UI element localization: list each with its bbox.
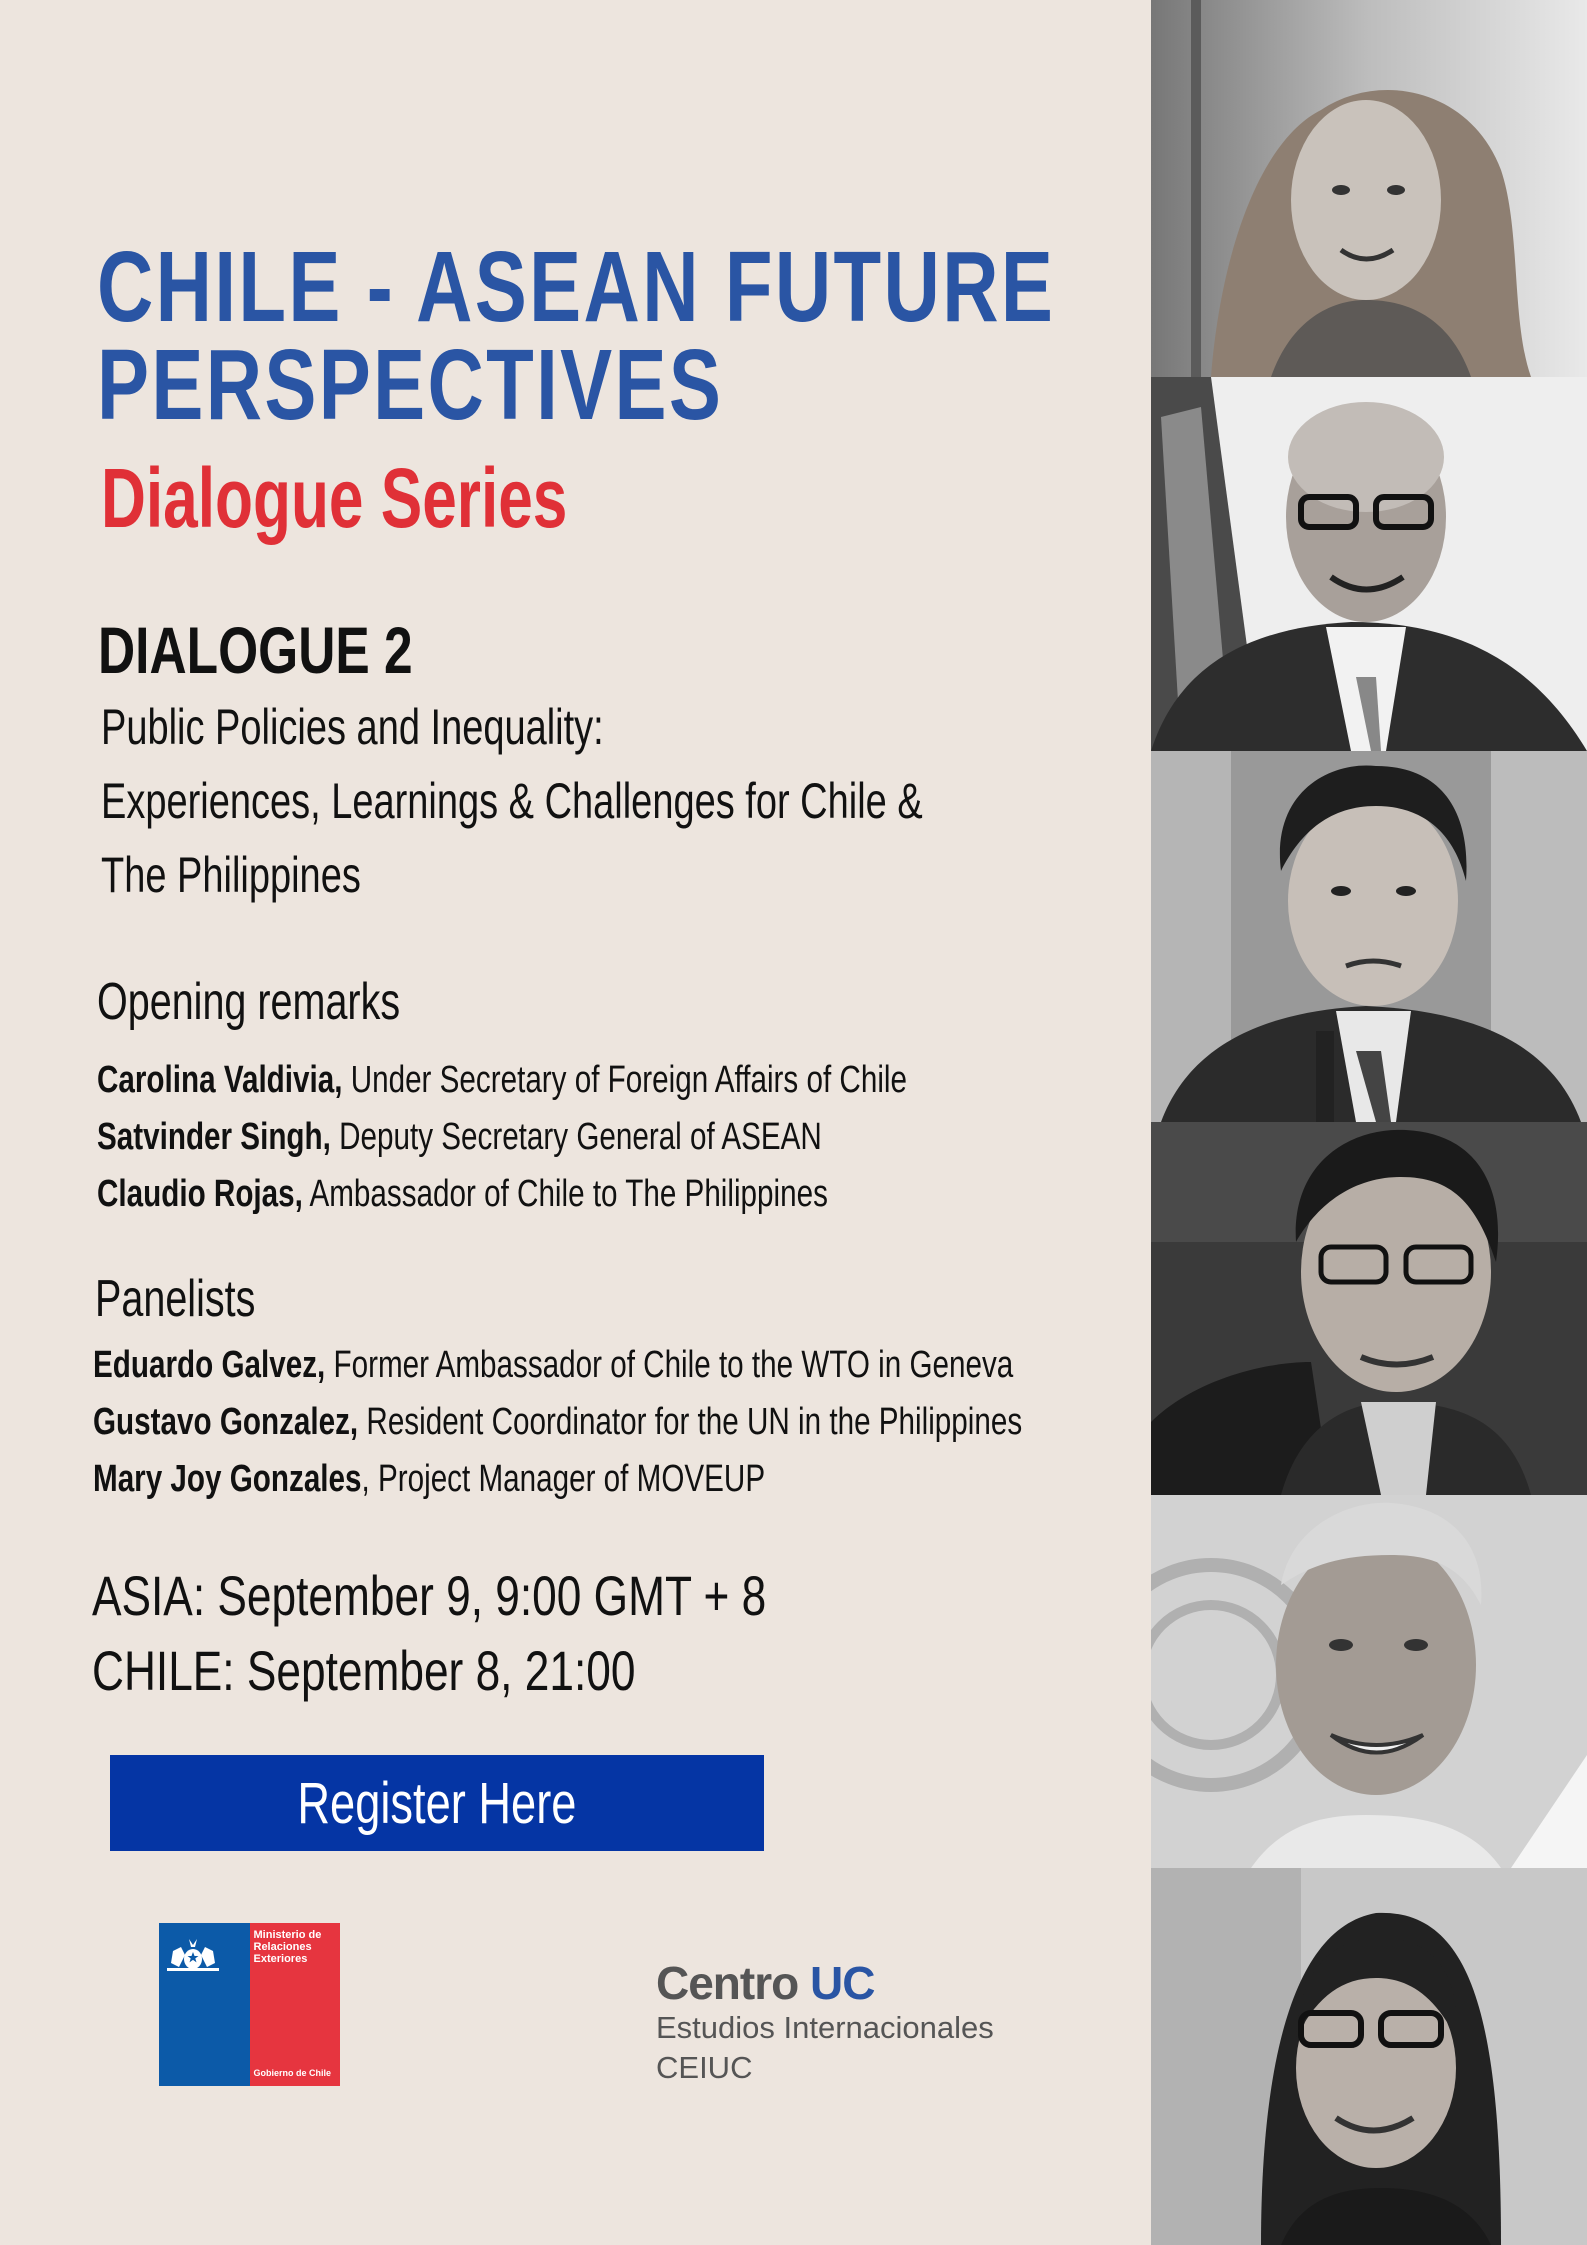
speaker-photo-2 [1151, 377, 1587, 751]
topic-line: Experiences, Learnings & Challenges for Chile & [101, 773, 923, 829]
centro-uc-logo [656, 1958, 994, 2088]
topic-line: Public Policies and Inequality: [101, 699, 604, 755]
speaker-name: Claudio Rojas, [97, 1173, 303, 1215]
speaker-photo-6 [1151, 1868, 1587, 2245]
chile-coat-of-arms-icon [165, 1937, 221, 1973]
panelists-list [93, 1337, 1284, 1508]
panelist-row [93, 1451, 1022, 1508]
dialogue-topic [101, 690, 1182, 912]
speaker-name: Satvinder Singh, [97, 1116, 331, 1158]
centro-uc-acronym: CEIUC [656, 2050, 753, 2085]
speaker-role: Ambassador of Chile to The Philippines [302, 1173, 828, 1215]
panelist-role: Resident Coordinator for the UN in the Philippines [358, 1401, 1023, 1443]
opening-remarks-list [97, 1052, 1135, 1223]
centro-uc-subtitle: Estudios Internacionales [656, 2010, 994, 2045]
register-button-label: Register Here [297, 1770, 577, 1836]
title-line-2: PERSPECTIVES [97, 329, 724, 441]
panelist-name: Mary Joy Gonzales [93, 1458, 362, 1500]
event-title [97, 231, 1326, 441]
speaker-photo-1 [1151, 0, 1587, 377]
title-line-1: CHILE - ASEAN FUTURE [97, 231, 1056, 343]
centro-uc-wordmark [656, 1958, 994, 2008]
speaker-row [97, 1166, 907, 1223]
series-subtitle: Dialogue Series [101, 451, 568, 545]
panelists-heading: Panelists [95, 1270, 256, 1328]
speaker-photo-4 [1151, 1122, 1587, 1495]
schedule-chile: CHILE: September 8, 21:00 [92, 1639, 636, 1702]
ministry-logo-red-panel [250, 1923, 341, 2086]
uc-word: UC [810, 1957, 875, 2009]
ministry-logo-blue-panel [159, 1923, 250, 2086]
panelist-name: Gustavo Gonzalez, [93, 1401, 359, 1443]
speaker-row [97, 1052, 907, 1109]
speaker-photos [1151, 0, 1587, 2245]
opening-remarks-heading: Opening remarks [97, 973, 401, 1031]
schedule [92, 1558, 945, 1708]
panelist-name: Eduardo Galvez, [93, 1344, 326, 1386]
ministry-logo [159, 1923, 340, 2086]
topic-line: The Philippines [101, 847, 361, 903]
speaker-photo-5 [1151, 1495, 1587, 1868]
speaker-role: Under Secretary of Foreign Affairs of Chile [342, 1059, 907, 1101]
government-label: Gobierno de Chile [253, 2068, 332, 2078]
panelist-role: Former Ambassador of Chile to the WTO in Geneva [325, 1344, 1014, 1386]
speaker-photo-3 [1151, 751, 1587, 1122]
speaker-role: Deputy Secretary General of ASEAN [330, 1116, 822, 1158]
centro-word: Centro [656, 1957, 810, 2009]
ministry-name: Ministerio de Relaciones Exteriores [253, 1929, 322, 1965]
schedule-asia: ASIA: September 9, 9:00 GMT + 8 [92, 1564, 767, 1627]
speaker-row [97, 1109, 907, 1166]
panelist-row [93, 1337, 1022, 1394]
dialogue-number: DIALOGUE 2 [98, 613, 413, 687]
register-button[interactable] [110, 1755, 764, 1851]
panelist-row [93, 1394, 1022, 1451]
speaker-name: Carolina Valdivia, [97, 1059, 343, 1101]
panelist-role: , Project Manager of MOVEUP [361, 1458, 766, 1500]
